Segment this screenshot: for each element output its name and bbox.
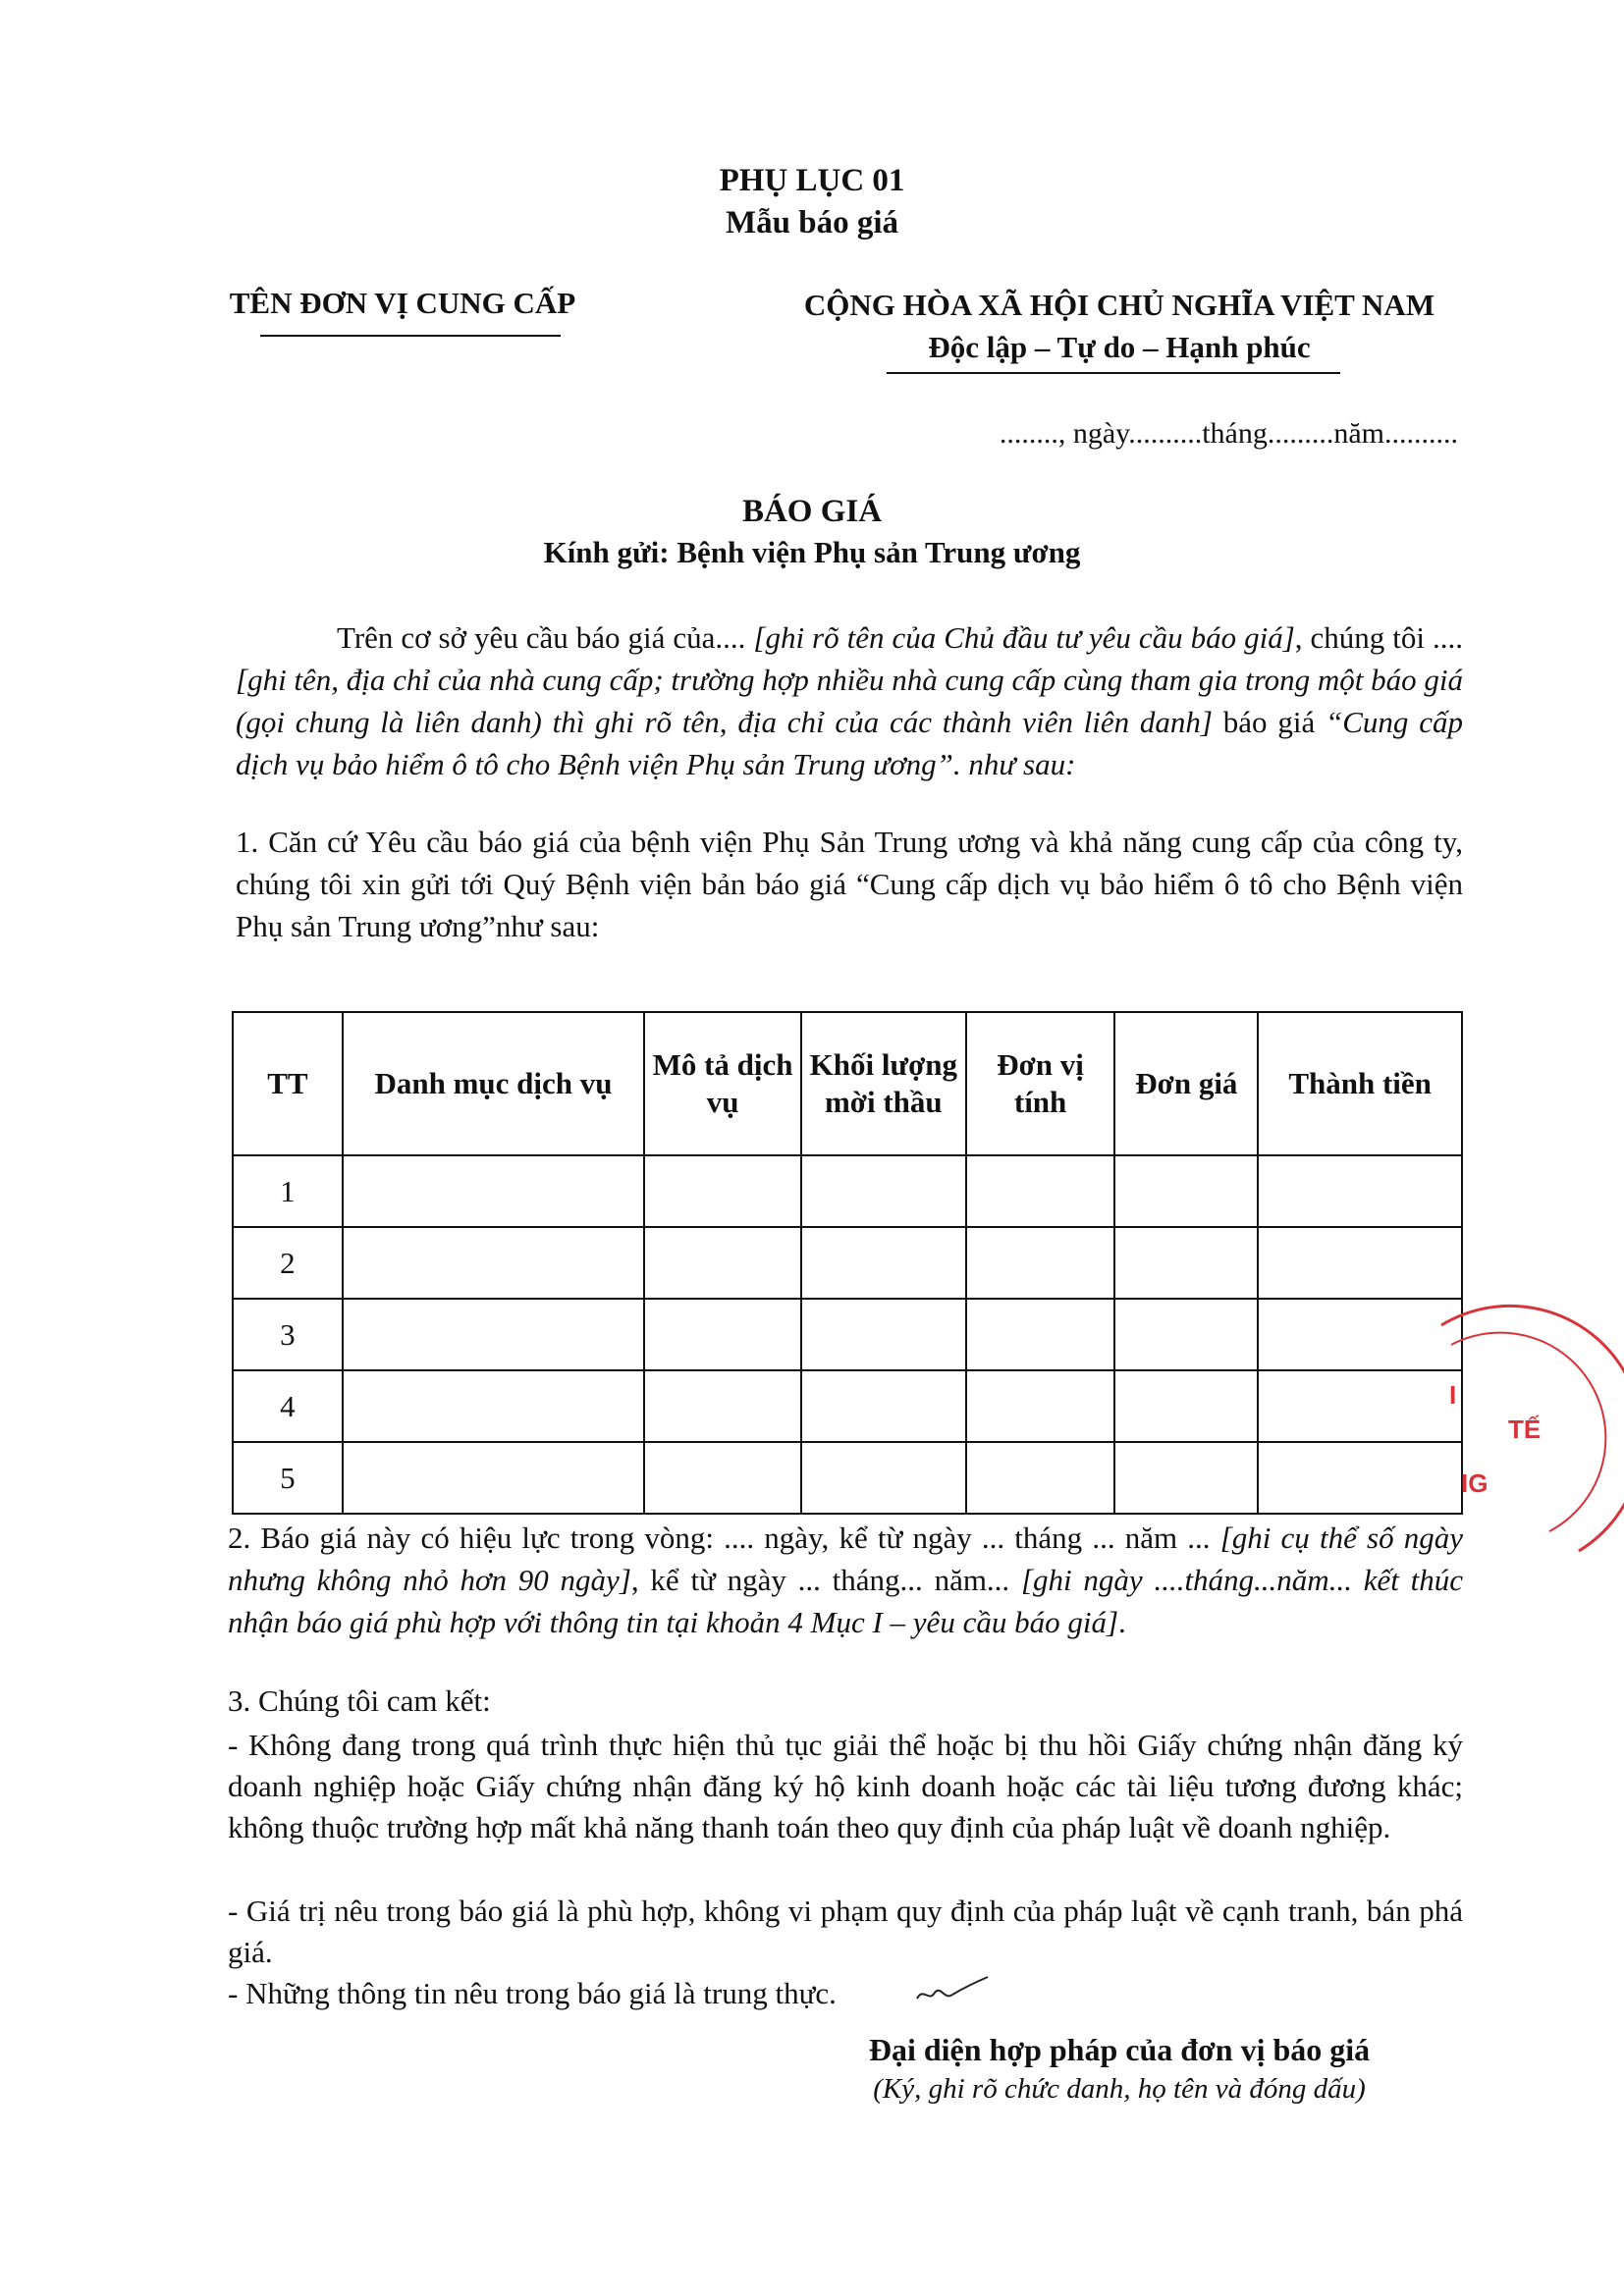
supplier-name: TÊN ĐƠN VỊ CUNG CẤP <box>229 286 576 320</box>
cell-empty <box>1114 1155 1258 1227</box>
validity-placeholder-days: [ghi cụ thể số ngày nhưng không nhỏ hơn 90 ngày] <box>228 1521 1463 1597</box>
cell-empty <box>343 1155 644 1227</box>
intro-service-name: “Cung cấp dịch vụ bảo hiểm ô tô cho Bệnh viện Phụ sản Trung ương”. như sau: <box>236 705 1463 781</box>
cell-empty <box>1114 1299 1258 1370</box>
signature-note: (Ký, ghi rõ chức danh, họ tên và đóng dấu) <box>873 2073 1366 2105</box>
motto-underline <box>887 372 1340 374</box>
cell-empty <box>966 1370 1115 1442</box>
signature-title: Đại diện hợp pháp của đơn vị báo giá <box>868 2032 1371 2067</box>
table-row <box>233 1227 1462 1299</box>
initial-scribble <box>913 1973 992 2008</box>
header-unit-price: Đơn giá <box>1114 1012 1258 1155</box>
intro-paragraph <box>236 616 1463 785</box>
row-number: 1 <box>233 1155 343 1227</box>
table-header-row <box>233 1012 1462 1155</box>
cell-empty <box>644 1227 801 1299</box>
header-tt: TT <box>233 1012 343 1155</box>
table-row <box>233 1442 1462 1514</box>
header-quantity: Khối lượng mời thầu <box>801 1012 966 1155</box>
cell-empty <box>801 1370 966 1442</box>
cell-empty <box>801 1299 966 1370</box>
header-service-description: Mô tả dịch vụ <box>644 1012 801 1155</box>
cell-empty <box>644 1442 801 1514</box>
red-stamp <box>1432 1306 1624 1561</box>
cell-empty <box>801 1442 966 1514</box>
cell-empty <box>966 1299 1115 1370</box>
table-row <box>233 1299 1462 1370</box>
commitments-heading: 3. Chúng tôi cam kết: <box>228 1683 491 1718</box>
intro-placeholder-investor: [ghi rõ tên của Chủ đầu tư yêu cầu báo giá] <box>753 620 1295 655</box>
appendix-title: PHỤ LỤC 01 <box>719 163 905 198</box>
cell-empty <box>644 1155 801 1227</box>
commitment-item: - Những thông tin nêu trong báo giá là trung thực. <box>228 1976 837 2010</box>
cell-empty <box>644 1299 801 1370</box>
cell-empty <box>343 1370 644 1442</box>
validity-text-1: 2. Báo giá này có hiệu lực trong vòng: .... ngày, kể từ ngày ... tháng ... năm ... <box>228 1521 1220 1555</box>
commitment-item: - Không đang trong quá trình thực hiện thủ tục giải thể hoặc bị thu hồi Giấy chứng nhận đăng ký doanh nghiệp hoặc Giấy chứng nhận đăng ký hộ kinh doanh hoặc các tài liệu tương đương khác; không thuộc trường hợp mất khả năng thanh toán theo quy định của pháp luật về doanh nghiệp. <box>228 1728 1463 1844</box>
commitment-item: - Giá trị nêu trong báo giá là phù hợp, không vi phạm quy định của pháp luật về cạnh tranh, bán phá giá. <box>228 1894 1463 1969</box>
intro-text-2: , chúng tôi .... <box>1294 620 1463 655</box>
national-motto: Độc lập – Tự do – Hạnh phúc <box>928 330 1311 364</box>
validity-paragraph <box>228 1517 1463 1643</box>
row-number: 5 <box>233 1442 343 1514</box>
date-line: ........, ngày..........tháng.........năm.......... <box>999 417 1458 450</box>
validity-text-2: , kể từ ngày ... tháng... năm... <box>630 1563 1021 1597</box>
cell-empty <box>1258 1155 1462 1227</box>
basis-paragraph: 1. Căn cứ Yêu cầu báo giá của bệnh viện Phụ Sản Trung ương và khả năng cung cấp của công ty, chúng tôi xin gửi tới Quý Bệnh viện bản báo giá “Cung cấp dịch vụ bảo hiểm ô tô cho Bệnh viện Phụ sản Trung ương”như sau: <box>236 825 1463 943</box>
cell-empty <box>1258 1227 1462 1299</box>
cell-empty <box>966 1155 1115 1227</box>
cell-empty <box>801 1155 966 1227</box>
cell-empty <box>801 1227 966 1299</box>
table-row <box>233 1155 1462 1227</box>
stamp-text-3: IG <box>1461 1468 1489 1498</box>
quote-addressee: Kính gửi: Bệnh viện Phụ sản Trung ương <box>543 535 1081 569</box>
quote-title: BÁO GIÁ <box>741 494 883 529</box>
validity-placeholder-date: [ghi ngày ....tháng...năm... kết thúc nhận báo giá phù hợp với thông tin tại khoản 4 Mục I – yêu cầu báo giá] <box>228 1563 1463 1639</box>
cell-empty <box>966 1227 1115 1299</box>
supplier-underline <box>260 335 561 337</box>
header-unit: Đơn vị tính <box>966 1012 1115 1155</box>
row-number: 4 <box>233 1370 343 1442</box>
row-number: 3 <box>233 1299 343 1370</box>
cell-empty <box>1114 1227 1258 1299</box>
cell-empty <box>343 1299 644 1370</box>
intro-text-3: báo giá <box>1212 705 1326 739</box>
cell-empty <box>966 1442 1115 1514</box>
cell-empty <box>1114 1442 1258 1514</box>
cell-empty <box>343 1442 644 1514</box>
intro-placeholder-supplier: [ghi tên, địa chỉ của nhà cung cấp; trường hợp nhiều nhà cung cấp cùng tham gia trong một báo giá (gọi chung là liên danh) thì ghi rõ tên, địa chỉ của các thành viên liên danh] <box>236 663 1463 739</box>
quote-table <box>232 1011 1463 1515</box>
header-amount: Thành tiền <box>1258 1012 1462 1155</box>
cell-empty <box>644 1370 801 1442</box>
stamp-text-1: I <box>1449 1380 1457 1410</box>
row-number: 2 <box>233 1227 343 1299</box>
stamp-text-2: TẾ <box>1508 1415 1542 1444</box>
table-row <box>233 1370 1462 1442</box>
cell-empty <box>343 1227 644 1299</box>
form-name: Mẫu báo giá <box>725 205 899 240</box>
nation-heading: CỘNG HÒA XÃ HỘI CHỦ NGHĨA VIỆT NAM <box>803 288 1435 322</box>
intro-text-1: Trên cơ sở yêu cầu báo giá của.... <box>337 620 754 655</box>
cell-empty <box>1114 1370 1258 1442</box>
validity-text-3: . <box>1118 1605 1126 1639</box>
header-service-list: Danh mục dịch vụ <box>343 1012 644 1155</box>
